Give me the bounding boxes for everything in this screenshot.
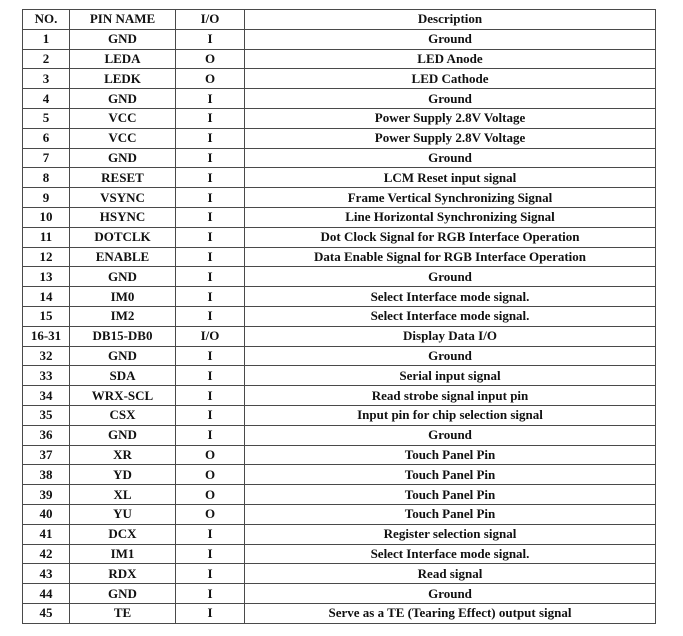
table-row (23, 386, 656, 406)
cell-description: Power Supply 2.8V Voltage (245, 128, 656, 148)
cell-no: 3 (23, 69, 70, 89)
cell-no: 40 (23, 504, 70, 524)
cell-io: O (176, 465, 245, 485)
cell-pin-name: GND (70, 584, 176, 604)
cell-description: Ground (245, 148, 656, 168)
table-row (23, 89, 656, 109)
cell-io: I (176, 306, 245, 326)
cell-description: Power Supply 2.8V Voltage (245, 108, 656, 128)
table-row (23, 49, 656, 69)
table-row (23, 445, 656, 465)
cell-pin-name: YU (70, 504, 176, 524)
cell-pin-name: VCC (70, 108, 176, 128)
cell-pin-name: GND (70, 29, 176, 49)
cell-pin-name: XL (70, 485, 176, 505)
cell-description: Read strobe signal input pin (245, 386, 656, 406)
cell-description: Read signal (245, 564, 656, 584)
cell-pin-name: GND (70, 346, 176, 366)
cell-description: Select Interface mode signal. (245, 306, 656, 326)
cell-description: Data Enable Signal for RGB Interface Operation (245, 247, 656, 267)
cell-pin-name: XR (70, 445, 176, 465)
cell-no: 9 (23, 188, 70, 208)
cell-io: I (176, 544, 245, 564)
cell-pin-name: RESET (70, 168, 176, 188)
cell-io: I (176, 584, 245, 604)
cell-no: 14 (23, 287, 70, 307)
cell-description: Line Horizontal Synchronizing Signal (245, 207, 656, 227)
cell-io: O (176, 445, 245, 465)
table-row (23, 128, 656, 148)
table-row (23, 603, 656, 623)
cell-description: Ground (245, 425, 656, 445)
cell-no: 12 (23, 247, 70, 267)
cell-io: O (176, 49, 245, 69)
cell-no: 8 (23, 168, 70, 188)
cell-pin-name: RDX (70, 564, 176, 584)
header-pin-name: PIN NAME (70, 10, 176, 30)
table-row (23, 306, 656, 326)
cell-description: Display Data I/O (245, 326, 656, 346)
cell-no: 41 (23, 524, 70, 544)
cell-io: I (176, 386, 245, 406)
cell-io: I (176, 425, 245, 445)
cell-description: Register selection signal (245, 524, 656, 544)
table-row (23, 346, 656, 366)
cell-description: Ground (245, 346, 656, 366)
cell-no: 34 (23, 386, 70, 406)
table-row (23, 405, 656, 425)
cell-pin-name: VCC (70, 128, 176, 148)
cell-pin-name: IM1 (70, 544, 176, 564)
table-row (23, 584, 656, 604)
cell-io: I (176, 108, 245, 128)
table-body (23, 29, 656, 623)
table-row (23, 544, 656, 564)
table-row (23, 69, 656, 89)
cell-pin-name: CSX (70, 405, 176, 425)
cell-pin-name: LEDK (70, 69, 176, 89)
cell-no: 43 (23, 564, 70, 584)
cell-description: Ground (245, 267, 656, 287)
cell-description: Frame Vertical Synchronizing Signal (245, 188, 656, 208)
table-row (23, 168, 656, 188)
cell-no: 4 (23, 89, 70, 109)
cell-description: Ground (245, 89, 656, 109)
table-row (23, 188, 656, 208)
cell-description: Touch Panel Pin (245, 465, 656, 485)
cell-pin-name: IM0 (70, 287, 176, 307)
header-io: I/O (176, 10, 245, 30)
cell-no: 13 (23, 267, 70, 287)
table-row (23, 564, 656, 584)
cell-no: 39 (23, 485, 70, 505)
cell-io: I (176, 287, 245, 307)
cell-no: 35 (23, 405, 70, 425)
table-row (23, 366, 656, 386)
cell-io: I (176, 168, 245, 188)
cell-description: LED Cathode (245, 69, 656, 89)
cell-io: O (176, 485, 245, 505)
table-row (23, 465, 656, 485)
cell-description: Serve as a TE (Tearing Effect) output signal (245, 603, 656, 623)
table-row (23, 108, 656, 128)
cell-description: Serial input signal (245, 366, 656, 386)
table-row (23, 247, 656, 267)
table-row (23, 207, 656, 227)
cell-io: O (176, 504, 245, 524)
cell-no: 5 (23, 108, 70, 128)
cell-no: 45 (23, 603, 70, 623)
cell-io: I (176, 29, 245, 49)
cell-no: 10 (23, 207, 70, 227)
table-row (23, 267, 656, 287)
cell-pin-name: GND (70, 148, 176, 168)
cell-no: 6 (23, 128, 70, 148)
cell-pin-name: WRX-SCL (70, 386, 176, 406)
cell-no: 1 (23, 29, 70, 49)
cell-io: I (176, 148, 245, 168)
header-description: Description (245, 10, 656, 30)
cell-no: 7 (23, 148, 70, 168)
cell-pin-name: HSYNC (70, 207, 176, 227)
cell-no: 42 (23, 544, 70, 564)
table-row (23, 148, 656, 168)
cell-no: 2 (23, 49, 70, 69)
cell-pin-name: GND (70, 267, 176, 287)
table-row (23, 227, 656, 247)
header-no: NO. (23, 10, 70, 30)
cell-pin-name: LEDA (70, 49, 176, 69)
cell-io: I (176, 564, 245, 584)
cell-description: Input pin for chip selection signal (245, 405, 656, 425)
cell-io: I (176, 89, 245, 109)
table-row (23, 524, 656, 544)
cell-no: 36 (23, 425, 70, 445)
table-row (23, 425, 656, 445)
cell-no: 44 (23, 584, 70, 604)
cell-pin-name: TE (70, 603, 176, 623)
cell-io: I (176, 346, 245, 366)
cell-pin-name: YD (70, 465, 176, 485)
cell-description: Touch Panel Pin (245, 445, 656, 465)
cell-no: 32 (23, 346, 70, 366)
cell-pin-name: GND (70, 89, 176, 109)
table-row (23, 326, 656, 346)
cell-description: LCM Reset input signal (245, 168, 656, 188)
cell-no: 37 (23, 445, 70, 465)
cell-no: 38 (23, 465, 70, 485)
cell-io: I (176, 188, 245, 208)
cell-io: I (176, 524, 245, 544)
cell-description: Ground (245, 29, 656, 49)
cell-io: I (176, 405, 245, 425)
cell-io: I (176, 366, 245, 386)
cell-pin-name: GND (70, 425, 176, 445)
cell-pin-name: IM2 (70, 306, 176, 326)
cell-no: 33 (23, 366, 70, 386)
pin-description-table (22, 9, 656, 624)
cell-pin-name: SDA (70, 366, 176, 386)
cell-no: 11 (23, 227, 70, 247)
table-header-row (23, 10, 656, 30)
cell-description: Dot Clock Signal for RGB Interface Operation (245, 227, 656, 247)
table-row (23, 504, 656, 524)
table-row (23, 29, 656, 49)
cell-no: 15 (23, 306, 70, 326)
cell-io: I (176, 207, 245, 227)
cell-description: Touch Panel Pin (245, 485, 656, 505)
cell-description: LED Anode (245, 49, 656, 69)
cell-io: I (176, 227, 245, 247)
cell-pin-name: DCX (70, 524, 176, 544)
table-row (23, 485, 656, 505)
cell-pin-name: DB15-DB0 (70, 326, 176, 346)
cell-io: I/O (176, 326, 245, 346)
cell-io: I (176, 267, 245, 287)
cell-io: O (176, 69, 245, 89)
cell-description: Touch Panel Pin (245, 504, 656, 524)
cell-pin-name: ENABLE (70, 247, 176, 267)
cell-pin-name: DOTCLK (70, 227, 176, 247)
cell-pin-name: VSYNC (70, 188, 176, 208)
cell-io: I (176, 603, 245, 623)
cell-description: Select Interface mode signal. (245, 287, 656, 307)
cell-description: Ground (245, 584, 656, 604)
cell-io: I (176, 128, 245, 148)
table-row (23, 287, 656, 307)
cell-io: I (176, 247, 245, 267)
cell-no: 16-31 (23, 326, 70, 346)
cell-description: Select Interface mode signal. (245, 544, 656, 564)
